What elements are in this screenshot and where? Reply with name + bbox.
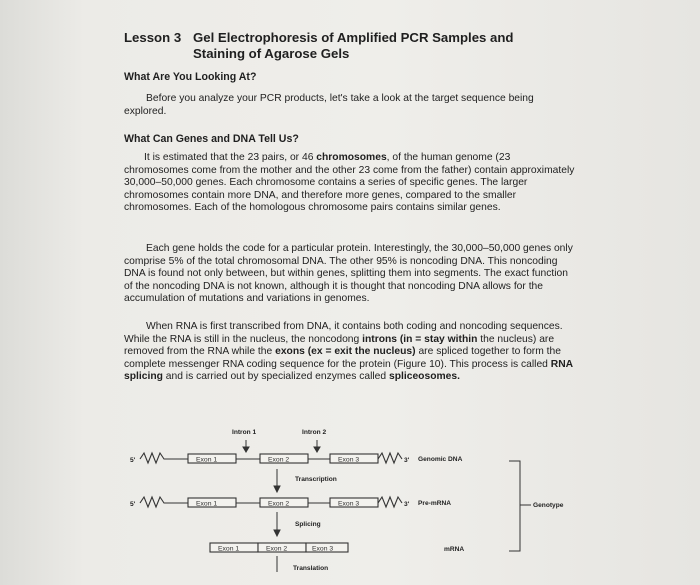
exon3-genomic: Exon 3 — [338, 456, 360, 464]
term-introns: introns (in = stay within — [362, 333, 478, 345]
exon1-genomic: Exon 1 — [196, 456, 218, 464]
exon3-mrna: Exon 3 — [312, 545, 334, 553]
genotype-label: Genotype — [533, 502, 564, 509]
lesson-title-line2: Staining of Agarose Gels — [193, 46, 350, 61]
transcription-label: Transcription — [295, 476, 337, 483]
five-prime-pre-mrna: 5' — [130, 501, 136, 508]
intron-arrows — [243, 440, 320, 452]
pre-mrna-label: Pre-mRNA — [418, 500, 451, 507]
exon2-mrna: Exon 2 — [266, 545, 288, 553]
genomic-dna-label: Genomic DNA — [418, 456, 463, 463]
term-chromosomes: chromosomes — [316, 152, 387, 163]
three-prime-pre-mrna: 3' — [404, 501, 410, 508]
p3-text-a: When RNA is first transcribed from DNA, it contains both coding and noncoding sequences. While the RNA is still in the nucleus, the noncodong — [124, 321, 563, 345]
splicing-label: Splicing — [295, 521, 321, 528]
five-prime-genomic: 5' — [130, 457, 136, 464]
intron1-label: Intron 1 — [232, 429, 257, 436]
section-heading-looking-at: What Are You Looking At? — [124, 71, 257, 83]
p1-text-a: It is estimated that the 23 pairs, or 46 — [144, 152, 317, 163]
term-rna-splicing: RNA splicing — [124, 358, 573, 383]
term-spliceosomes: spliceosomes. — [388, 371, 460, 383]
translation-label: Translation — [293, 565, 329, 572]
p3-text-e: are spliced together to form the complete messenger RNA coding sequence for the protein (Figure 10). This process is called — [124, 346, 561, 370]
three-prime-genomic: 3' — [404, 457, 410, 464]
p2-text: Each gene holds the code for a particular protein. Interestingly, the 30,000–50,000 genes only comprise 5% of the total chromosomal DNA. The other 95% is noncoding DNA. This noncoding DNA is found not only between, but within genes, splitting them into segments. The exact function of the noncoding DNA is not known, although it is thought that noncoding DNA allows for the accumulation of mutations and variations in genomes. — [124, 243, 573, 305]
intron2-label: Intron 2 — [302, 429, 327, 436]
exon3-pre-mrna: Exon 3 — [338, 500, 360, 508]
mrna-label: mRNA — [444, 546, 465, 553]
exon1-pre-mrna: Exon 1 — [196, 500, 218, 508]
intro-text: Before you analyze your PCR products, let's take a look at the target sequence being explored. — [124, 93, 534, 117]
splicing-arrow — [274, 512, 280, 536]
genotype-bracket — [509, 461, 531, 551]
term-exons: exons (ex = exit the nucleus) — [275, 346, 416, 358]
p1-text-c: , of the human genome (23 chromosomes come from the mother and the other 23 come from the father) contain approximately 30,000–50,000 genes. Each chromosome contains a series of specific genes. The larger chromosomes contain more DNA, and therefore more genes, compared to the smaller chromosomes. Each of the homologous chromosome pairs contains similar genes. — [124, 152, 575, 214]
p3-text-g: and is carried out by specialized enzymes called — [162, 371, 389, 383]
p3-text-c: the nucleus) are removed from the RNA while the — [124, 333, 555, 358]
lesson-number: Lesson 3 — [124, 30, 182, 45]
transcription-arrow — [274, 469, 280, 492]
section-heading-genes-dna: What Can Genes and DNA Tell Us? — [124, 133, 299, 145]
lesson-title-line1: Gel Electrophoresis of Amplified PCR Samples and — [193, 30, 514, 45]
exon2-pre-mrna: Exon 2 — [268, 500, 290, 508]
exon1-mrna: Exon 1 — [218, 545, 240, 553]
exon2-genomic: Exon 2 — [268, 456, 290, 464]
